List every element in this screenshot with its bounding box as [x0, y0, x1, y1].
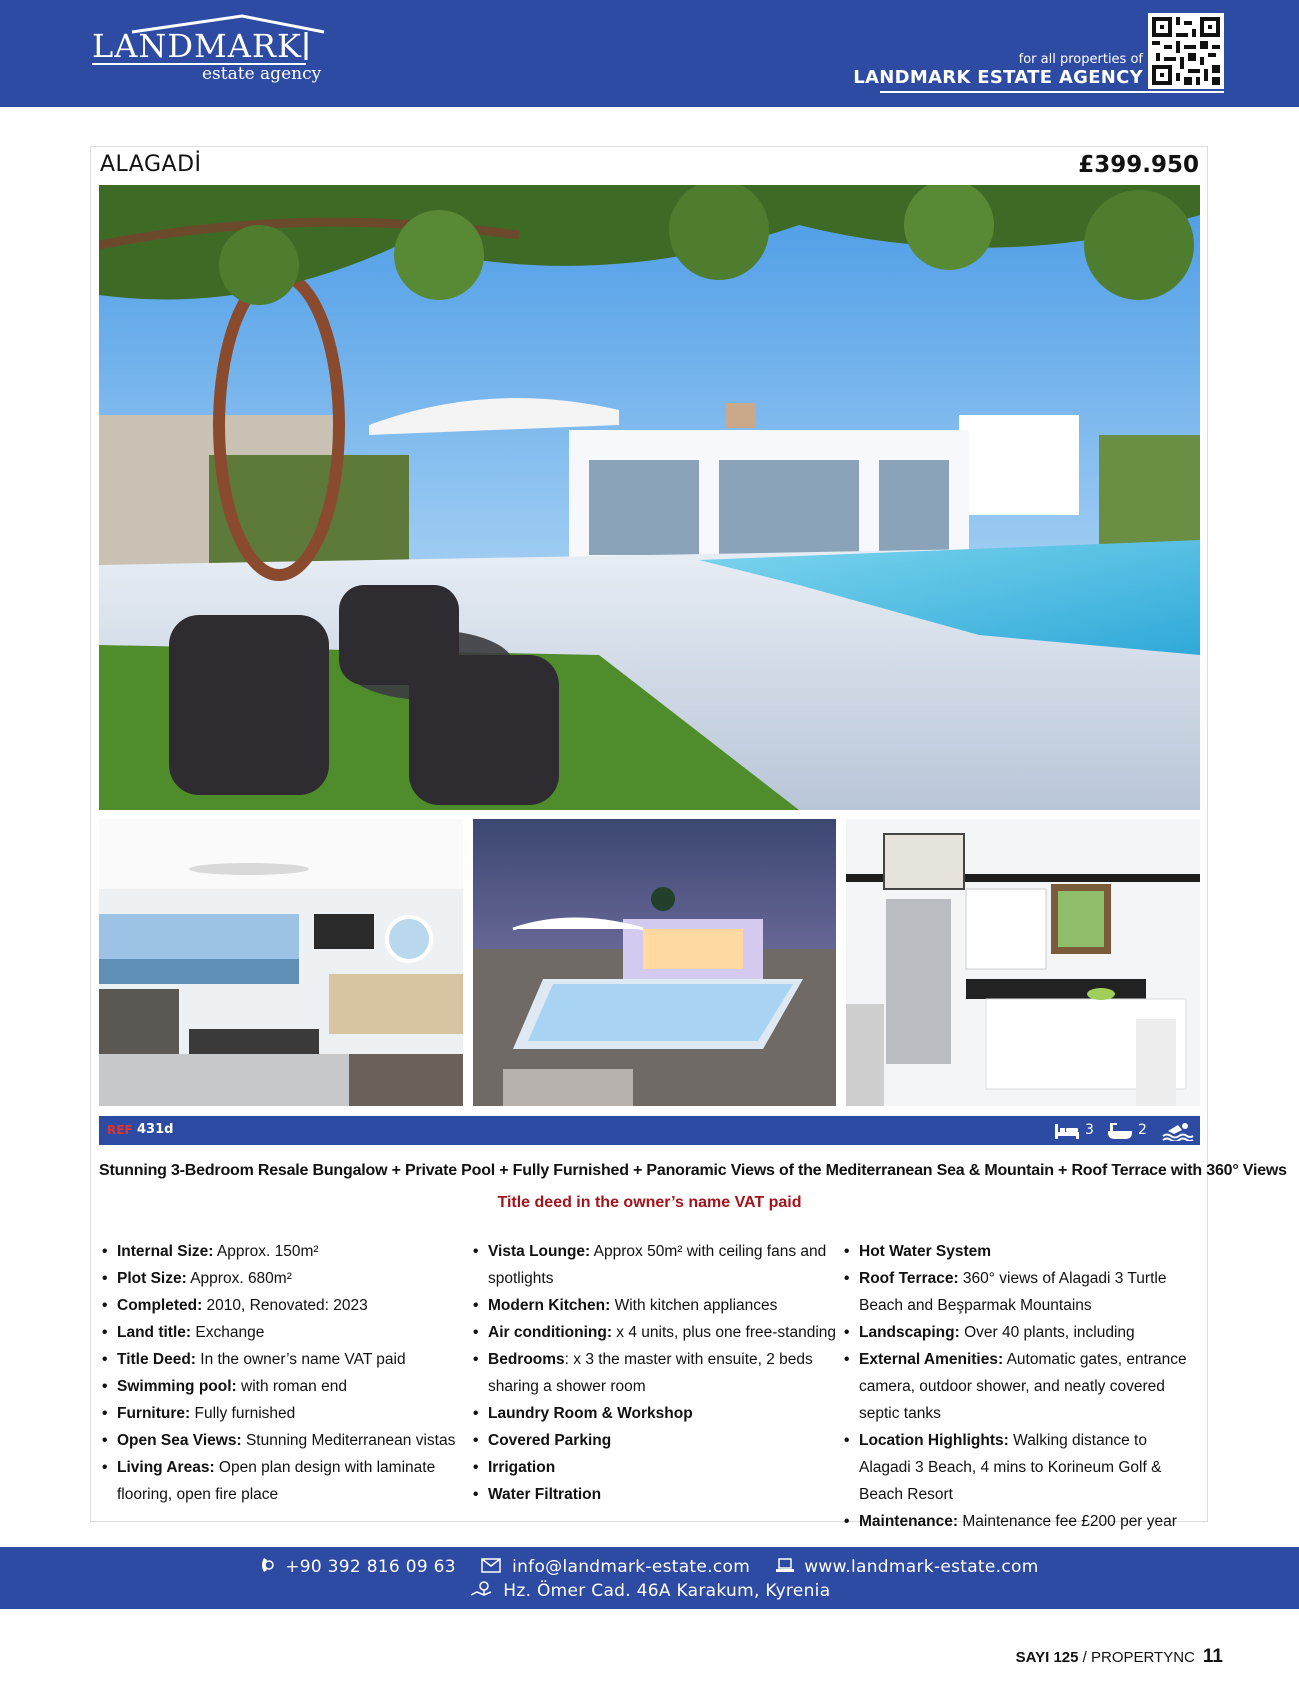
- thumb-living-room[interactable]: [99, 819, 463, 1106]
- tagline-underline: [880, 91, 1224, 93]
- footer-email[interactable]: info@landmark-estate.com: [512, 1556, 751, 1577]
- feature-label: Covered Parking: [488, 1432, 612, 1449]
- feature-item: [842, 1238, 1202, 1265]
- page-number: 11: [1202, 1646, 1223, 1667]
- feature-label: Completed:: [117, 1297, 203, 1314]
- feature-label: Water Filtration: [488, 1486, 602, 1503]
- feature-item: [471, 1481, 836, 1508]
- feature-item: [471, 1400, 836, 1427]
- feature-text: With kitchen appliances: [610, 1297, 778, 1314]
- bed-icon: [1054, 1121, 1080, 1141]
- feature-label: Laundry Room & Workshop: [488, 1405, 693, 1422]
- footer-address-row: [0, 1581, 1299, 1601]
- bathtub-icon: [1107, 1121, 1133, 1141]
- footer-website[interactable]: www.landmark-estate.com: [804, 1556, 1039, 1577]
- feature-item: [100, 1319, 460, 1346]
- feature-label: Furniture:: [117, 1405, 191, 1422]
- bedroom-count: 3: [1085, 1122, 1094, 1138]
- feature-text: Maintenance fee £200 per year: [958, 1513, 1177, 1530]
- feature-label: Title Deed:: [117, 1351, 196, 1368]
- ref-number: 431d: [137, 1122, 174, 1137]
- feature-text: 2010, Renovated: 2023: [202, 1297, 368, 1314]
- feature-text: x 4 units, plus one free-standing: [611, 1324, 837, 1341]
- feature-text: Stunning Mediterranean vistas: [241, 1432, 456, 1449]
- page-separator: /: [1078, 1649, 1091, 1666]
- feature-text: In the owner’s name VAT paid: [195, 1351, 406, 1368]
- feature-label: Swimming pool:: [117, 1378, 237, 1395]
- page-footer: [1016, 1647, 1223, 1666]
- feature-label: Living Areas:: [117, 1459, 215, 1476]
- tagline-agency: LANDMARK ESTATE AGENCY: [853, 67, 1143, 88]
- feature-label: Internal Size:: [117, 1243, 214, 1260]
- feature-item: [842, 1346, 1202, 1427]
- feature-label: Roof Terrace:: [859, 1270, 959, 1287]
- feature-label: Location Highlights:: [859, 1432, 1009, 1449]
- feature-label: Air conditioning:: [488, 1324, 612, 1341]
- email-icon: [481, 1558, 501, 1577]
- feature-item: [100, 1427, 460, 1454]
- feature-label: Hot Water System: [859, 1243, 992, 1260]
- feature-label: Vista Lounge:: [488, 1243, 591, 1260]
- feature-item: [471, 1292, 836, 1319]
- feature-text: Open plan design with laminate flooring, open fire place: [117, 1459, 436, 1503]
- feature-label: Landscaping:: [859, 1324, 960, 1341]
- feature-label: Plot Size:: [117, 1270, 187, 1287]
- laptop-icon: [776, 1558, 794, 1577]
- feature-text: Approx. 150m²: [213, 1243, 319, 1260]
- feature-item: [471, 1319, 836, 1346]
- feature-text: Automatic gates, entrance camera, outdoor shower, and neatly covered septic tanks: [859, 1351, 1187, 1422]
- main-photo-pool-garden[interactable]: [99, 185, 1200, 810]
- ref-label: REF: [107, 1123, 133, 1137]
- footer-phone[interactable]: +90 392 816 09 63: [285, 1556, 456, 1577]
- feature-text: 360° views of Alagadi 3 Turtle Beach and Beşparmak Mountains: [859, 1270, 1167, 1314]
- phone-icon: [260, 1557, 274, 1577]
- feature-text: Approx 50m² with ceiling fans and spotlights: [488, 1243, 827, 1287]
- landmark-logo[interactable]: [92, 14, 327, 92]
- feature-item: [471, 1454, 836, 1481]
- feature-item: [100, 1373, 460, 1400]
- header-band: [0, 0, 1299, 107]
- footer-address: Hz. Ömer Cad. 46A Karakum, Kyrenia: [503, 1580, 831, 1601]
- feature-item: [100, 1265, 460, 1292]
- feature-label: Land title:: [117, 1324, 192, 1341]
- feature-item: [842, 1319, 1202, 1346]
- listing-headline: Stunning 3-Bedroom Resale Bungalow + Private Pool + Fully Furnished + Panoramic Views of the Mediterranean Sea & Mountain + Roof Terrace with 360° Views: [99, 1162, 1287, 1179]
- feature-item: [100, 1346, 460, 1373]
- tagline-small: for all properties of: [1018, 52, 1143, 67]
- logo-wordmark: LANDMARK: [92, 27, 302, 65]
- feature-item: [471, 1346, 836, 1400]
- feature-item: [100, 1400, 460, 1427]
- feature-item: [471, 1427, 836, 1454]
- feature-text: : x 3 the master with ensuite, 2 beds sharing a shower room: [488, 1351, 813, 1395]
- swimming-pool-icon: [1162, 1121, 1194, 1141]
- feature-label: Modern Kitchen:: [488, 1297, 611, 1314]
- listing-price: £399.950: [1078, 152, 1199, 178]
- feature-item: [471, 1238, 836, 1292]
- features-column-2: [471, 1238, 836, 1508]
- feature-item: [100, 1454, 460, 1508]
- feature-text: Fully furnished: [190, 1405, 296, 1422]
- issue-label: SAYI 125: [1015, 1649, 1079, 1666]
- thumb-pool-night[interactable]: [473, 819, 836, 1106]
- ref-bar: [99, 1116, 1200, 1145]
- feature-text: Approx. 680m²: [186, 1270, 292, 1287]
- feature-text: Exchange: [191, 1324, 265, 1341]
- feature-item: [100, 1292, 460, 1319]
- feature-label: External Amenities:: [859, 1351, 1004, 1368]
- feature-label: Maintenance:: [859, 1513, 959, 1530]
- listing-location: ALAGADİ: [100, 152, 202, 177]
- feature-label: Irrigation: [488, 1459, 556, 1476]
- footer-contacts: [0, 1557, 1299, 1577]
- feature-item: [842, 1508, 1202, 1535]
- features-column-1: [100, 1238, 460, 1508]
- feature-item: [842, 1427, 1202, 1508]
- map-location-icon: [469, 1581, 493, 1601]
- feature-item: [100, 1238, 460, 1265]
- footer-band: [0, 1547, 1299, 1609]
- feature-label: Bedrooms: [488, 1351, 565, 1368]
- listing-subline: Title deed in the owner’s name VAT paid: [497, 1194, 802, 1211]
- bathroom-count: 2: [1138, 1122, 1147, 1138]
- feature-item: [842, 1265, 1202, 1319]
- qr-code-icon[interactable]: [1148, 13, 1224, 89]
- magazine-name: PROPERTYNC: [1090, 1649, 1195, 1666]
- feature-label: Open Sea Views:: [117, 1432, 242, 1449]
- feature-text: Over 40 plants, including: [959, 1324, 1135, 1341]
- features-column-3: [842, 1238, 1202, 1535]
- feature-text: Walking distance to Alagadi 3 Beach, 4 mins to Korineum Golf & Beach Resort: [859, 1432, 1162, 1503]
- logo-subtitle: estate agency: [202, 64, 322, 84]
- thumb-kitchen[interactable]: [846, 819, 1200, 1106]
- feature-text: with roman end: [236, 1378, 347, 1395]
